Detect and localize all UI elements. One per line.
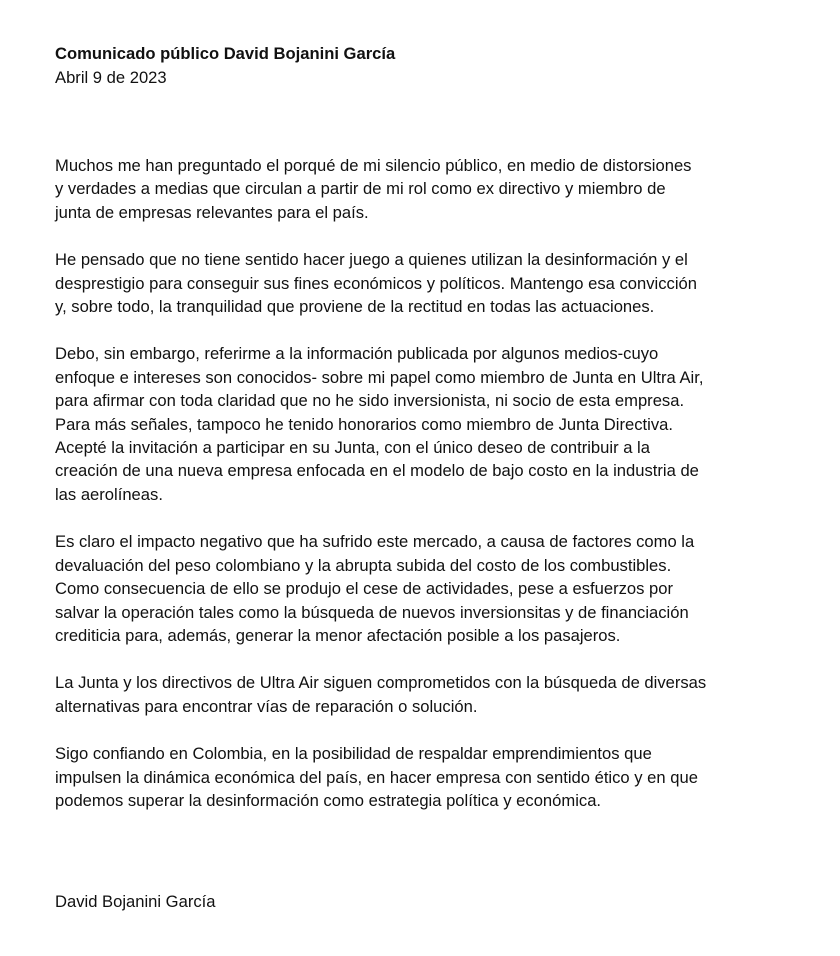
paragraph-4: Es claro el impacto negativo que ha sufrido este mercado, a causa de factores como la devaluación del peso colombiano y la abrupta subida del costo de los combustibles. Como consecuencia de ello se produjo el cese de actividades, pese a esfuerzos por salvar la operación tales como la búsqueda de nuevos inversionsitas y de financiación crediticia para, además, generar la menor afectación posible a los pasajeros. bbox=[55, 532, 695, 645]
paragraph-2: He pensado que no tiene sentido hacer juego a quienes utilizan la desinformación y el desprestigio para conseguir sus fines económicos y políticos. Mantengo esa convicción y, sobre todo, la tranquilidad que proviene de la rectitud en todas las actuaciones. bbox=[55, 250, 697, 317]
paragraph-1: Muchos me han preguntado el porqué de mi silencio público, en medio de distorsiones y verdades a medias que circulan a partir de mi rol como ex directivo y miembro de junta de empresas relevantes para el país. bbox=[55, 156, 692, 222]
document-title: Comunicado público David Bojanini García bbox=[55, 44, 396, 63]
paragraph-5: La Junta y los directivos de Ultra Air siguen comprometidos con la búsqueda de diversas alternativas para encontrar vías de reparación o solución. bbox=[55, 673, 707, 716]
paragraph-3: Debo, sin embargo, referirme a la información publicada por algunos medios-cuyo enfoque e intereses son conocidos- sobre mi papel como miembro de Junta en Ultra Air, para afirmar con toda claridad que no he sido inversionista, ni socio de esta empresa. Para más señales, tampoco he tenido honorarios como miembro de Junta Directiva. Acepté la invitación a participar en su Junta, con el único deseo de contribuir a la creación de una nueva empresa enfocada en el modelo de bajo costo en la industria de las aerolíneas. bbox=[55, 344, 704, 504]
signature: David Bojanini García bbox=[55, 892, 216, 911]
paragraph-6: Sigo confiando en Colombia, en la posibilidad de respaldar emprendimientos que impulsen la dinámica económica del país, en hacer empresa con sentido ético y en que podemos superar la desinformación como estrategia política y económica. bbox=[55, 744, 698, 810]
document-date: Abril 9 de 2023 bbox=[55, 68, 167, 87]
